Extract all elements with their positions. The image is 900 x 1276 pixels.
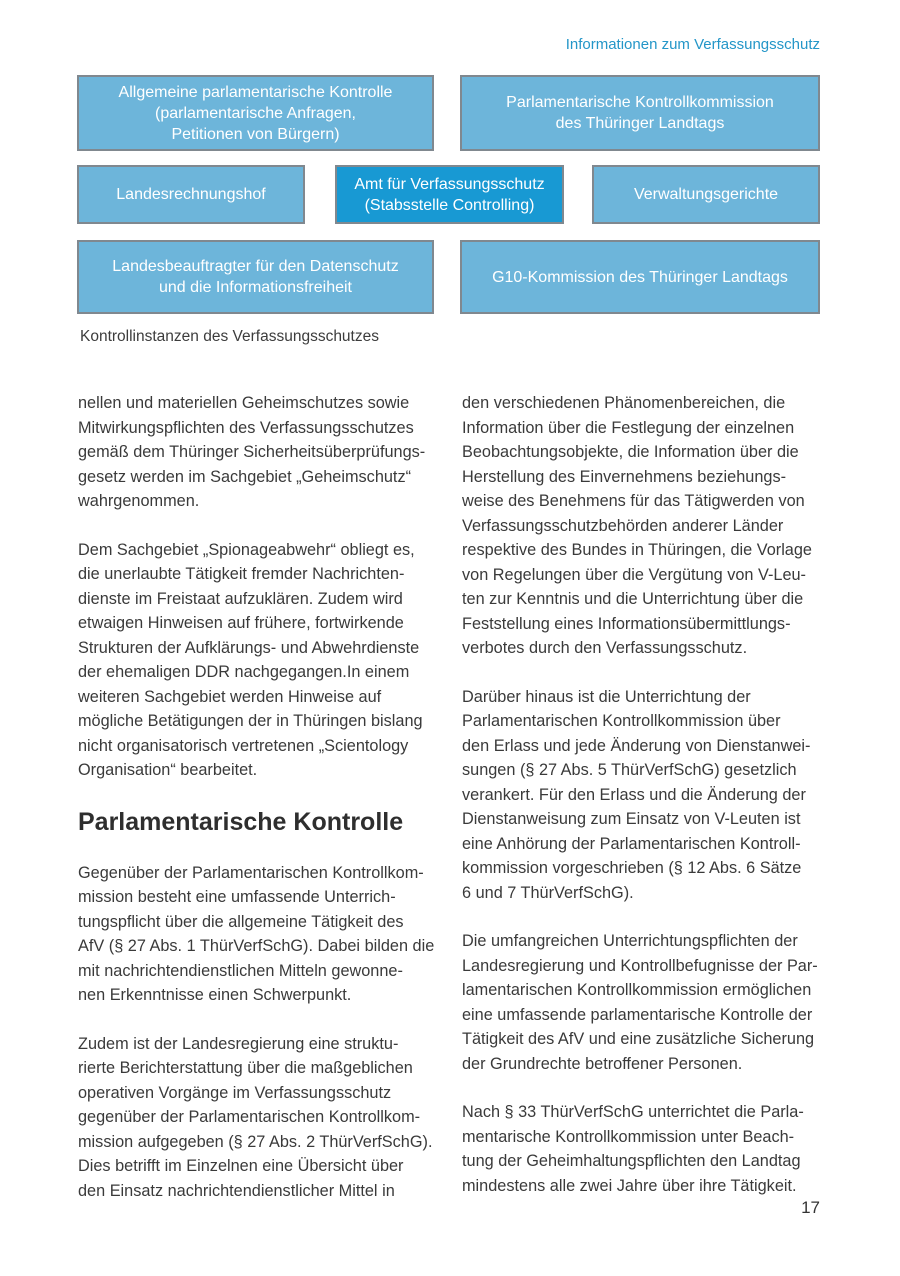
paragraph: Darüber hinaus ist die Unterrichtung der Parlamentarischen Kontrollkommission über den Erlass und jede Änderung von Dienstanwei- sungen (§ 27 Abs. 5 ThürVerfSchG) gesetzlich verankert. Für den Erlass und die Änderung der Dienstanweisung zum Einsatz von V-Leuten ist eine Anhörung der Parlamentarischen Kontroll- kommission vorgeschrieben (§ 12 Abs. 6 Sätze 6 und 7 ThürVerfSchG). — [462, 687, 811, 902]
diagram-box-verwaltungsgerichte: Verwaltungsgerichte — [592, 165, 820, 224]
paragraph: Zudem ist der Landesregierung eine struktu- rierte Berichterstattung über die maßgeblichen operativen Vorgänge im Verfassungsschutz gegenüber der Parlamentarischen Kontrollkom- mission aufgegeben (§ 27 Abs. 2 ThürVerfSchG). Dies betrifft im Einzelnen eine Übersicht über den Einsatz nachrichtendienstlicher Mittel in — [78, 1034, 433, 1200]
paragraph: nellen und materiellen Geheimschutzes sowie Mitwirkungspflichten des Verfassungsschutzes gemäß dem Thüringer Sicherheitsüberprüfungs- gesetz werden im Sachgebiet „Geheimschutz“ wahrgenommen. — [78, 394, 426, 510]
paragraph: Die umfangreichen Unterrichtungspflichten der Landesregierung und Kontrollbefugnisse der Par- lamentarischen Kontrollkommission ermöglichen eine umfassende parlamentarische Kontrolle der Tätigkeit des AfV und eine zusätzliche Sicherung der Grundrechte betroffener Personen. — [462, 932, 818, 1073]
diagram-box-allgemeine-parlamentarische-kontrolle: Allgemeine parlamentarische Kontrolle (parlamentarische Anfragen, Petitionen von Bürgern) — [77, 75, 434, 151]
text-column-right — [462, 391, 834, 1222]
text-column-left — [78, 391, 450, 1227]
paragraph: den verschiedenen Phänomenbereichen, die Information über die Festlegung der einzelnen Beobachtungsobjekte, die Information über die Herstellung des Einvernehmens beziehungs- weise des Benehmens für das Tätigwerden von Verfassungsschutzbehörden anderer Länder respektive des Bundes in Thüringen, die Vorlage von Regelungen über die Vergütung von V-Leu- ten zur Kenntnis und die Unterrichtung über die Feststellung eines Informationsübermittlungs- verbotes durch den Verfassungsschutz. — [462, 394, 812, 657]
paragraph: Gegenüber der Parlamentarischen Kontrollkom- mission besteht eine umfassende Unterrich- tungspflicht über die allgemeine Tätigkeit des AfV (§ 27 Abs. 1 ThürVerfSchG). Dabei bilden die mit nachrichtendienstlichen Mitteln gewonne- nen Erkenntnisse einen Schwerpunkt. — [78, 863, 435, 1004]
page-number: 17 — [801, 1198, 820, 1217]
diagram-caption: Kontrollinstanzen des Verfassungsschutzes — [80, 328, 379, 345]
section-heading-parlamentarische-kontrolle: Parlamentarische Kontrolle — [78, 807, 404, 836]
diagram-box-parlamentarische-kontrollkommission: Parlamentarische Kontrollkommission des Thüringer Landtags — [460, 75, 820, 151]
diagram-box-landesrechnungshof: Landesrechnungshof — [77, 165, 305, 224]
diagram-box-amt-fuer-verfassungsschutz: Amt für Verfassungsschutz (Stabsstelle Controlling) — [335, 165, 564, 224]
diagram-box-landesbeauftragter-datenschutz: Landesbeauftragter für den Datenschutz und die Informationsfreiheit — [77, 240, 434, 314]
diagram-box-g10-kommission: G10-Kommission des Thüringer Landtags — [460, 240, 820, 314]
paragraph: Dem Sachgebiet „Spionageabwehr“ obliegt es, die unerlaubte Tätigkeit fremder Nachrichten- dienste im Freistaat aufzuklären. Zudem wird etwaigen Hinweisen auf frühere, fortwirkende Strukturen der Aufklärungs- und Abwehrdienste der ehemaligen DDR nachgegangen.In einem weiteren Sachgebiet werden Hinweise auf mögliche Betätigungen der in Thüringen bislang nicht organisatorisch vertretenen „Scientology Organisation“ bearbeitet. — [78, 540, 423, 779]
paragraph: Nach § 33 ThürVerfSchG unterrichtet die Parla- mentarische Kontrollkommission unter Beach- tung der Geheimhaltungspflichten den Landtag mindestens alle zwei Jahre über ihre Tätigkeit. — [462, 1103, 804, 1195]
running-head: Informationen zum Verfassungsschutz — [565, 36, 820, 53]
